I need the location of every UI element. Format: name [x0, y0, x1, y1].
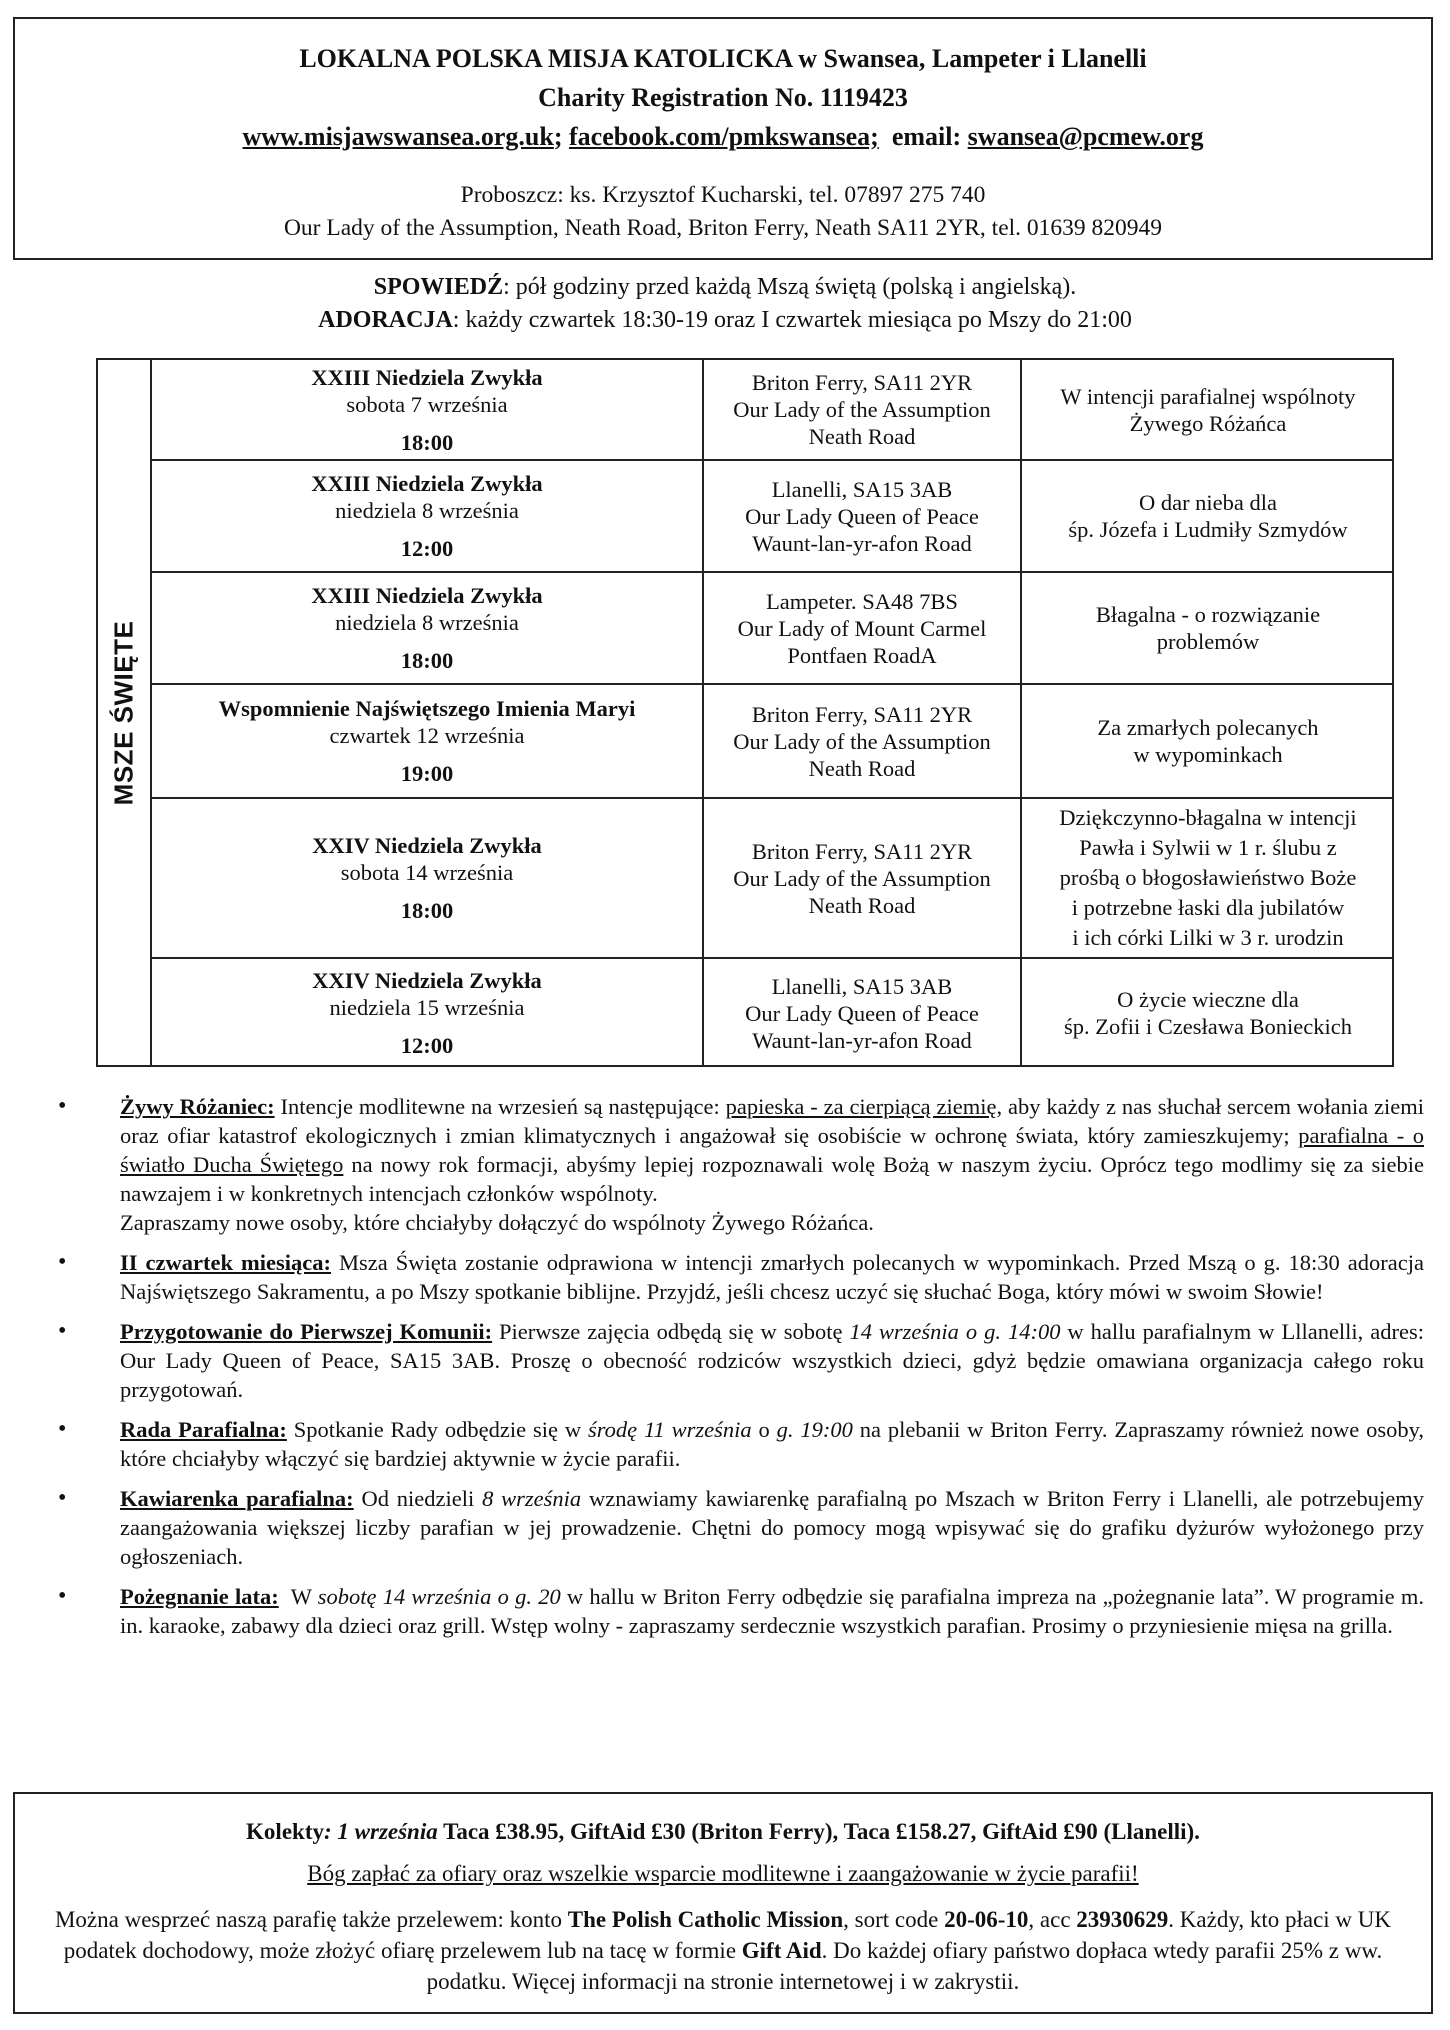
mass-day-cell — [152, 799, 704, 957]
announcement-text: na nowy rok formacji, abyśmy lepiej rozpoznawali wolę Bożą w naszym życiu. Oprócz tego modlimy się za siebie nawzajem i w konkretnych intencjach członków wspólnoty. — [120, 1152, 1424, 1206]
mass-title: XXIII Niedziela Zwykła — [311, 364, 543, 390]
announcement-text: , aby każdy z nas słuchał sercem wołania ziemi oraz ofiar katastrof ekologicznych i zmian klimatycznych i angażował się osobiście w ochronę świata, który zamieszkujemy; — [120, 1094, 1424, 1148]
confession-text: : pół godziny przed każdą Mszą świętą (polską i angielską). — [503, 274, 1077, 300]
intention-line: Pawła i Sylwii w 1 r. ślubu z — [1079, 835, 1337, 860]
donation-text: . Każdy, kto płaci w UK podatek dochodowy, może złożyć ofiarę przelewem lub na tacę w formie — [63, 1907, 1391, 1963]
donation-text: , sort code — [843, 1907, 945, 1932]
thanks-line: Bóg zapłać za ofiary oraz wszelkie wsparcie modlitewne i zaangażowanie w życie parafii! — [307, 1861, 1139, 1886]
facebook-link[interactable]: facebook.com/pmkswansea; — [569, 122, 879, 151]
place-line: Our Lady Queen of Peace — [745, 1000, 979, 1026]
place-line: Lampeter. SA48 7BS — [766, 588, 958, 614]
announcement-heading: II czwartek miesiąca: — [120, 1250, 331, 1275]
place-line: Briton Ferry, SA11 2YR — [751, 701, 973, 727]
charity-registration: Charity Registration No. 1119423 — [538, 83, 908, 112]
account-number: 23930629 — [1076, 1907, 1169, 1932]
mass-day-cell — [152, 959, 704, 1067]
intention-line: śp. Józefa i Ludmiły Szmydów — [1068, 517, 1348, 542]
announcement-text: Od niedzieli — [353, 1486, 483, 1511]
mass-schedule-table — [96, 358, 1394, 1067]
place-line: Waunt-lan-yr-afon Road — [752, 1027, 972, 1053]
announcement-text: w hallu w Briton Ferry odbędzie się parafialna impreza na „pożegnanie lata”. W programie m. in. karaoke, zabawy dla dzieci oraz grill. Wstęp wolny - zapraszamy serdecznie wszystkich parafian. Prosimy o przyniesienie mięsa na grilla. — [120, 1584, 1424, 1638]
place-line: Briton Ferry, SA11 2YR — [751, 370, 973, 395]
announcement-lato — [58, 1582, 1424, 1640]
announcement-text: wznawiamy kawiarenkę parafialną po Mszach w Briton Ferry i Llanelli, ale potrzebujemy zaangażowania większej liczby parafian w jej prowadzenie. Chętni do pomocy mogą wpisywać się do grafiku dyżurów wyłożonego przy ogłoszeniach. — [120, 1486, 1424, 1569]
intention-papal: papieska - za cierpiącą ziemię — [725, 1094, 997, 1119]
masses-side-column — [98, 360, 152, 1065]
mass-row — [152, 959, 1394, 1067]
announcement-rozaniec — [58, 1092, 1424, 1237]
place-line: Our Lady Queen of Peace — [745, 503, 979, 529]
bullet-marker: • — [58, 1249, 67, 1275]
announcement-heading: Żywy Różaniec: — [120, 1094, 275, 1119]
bullet-marker: • — [58, 1416, 67, 1442]
confession-label: SPOWIEDŹ — [373, 274, 504, 300]
intention-line: śp. Zofii i Czesława Bonieckich — [1063, 1014, 1353, 1039]
collections-label: Kolekty — [246, 1819, 324, 1844]
donation-text: Można wesprzeć naszą parafię także przelewem: konto — [54, 1907, 568, 1932]
bullet-marker: • — [58, 1318, 67, 1344]
adoration-text: : każdy czwartek 18:30-19 oraz I czwartek miesiąca po Mszy do 21:00 — [452, 307, 1132, 333]
mass-place-cell — [704, 799, 1022, 957]
mass-date: niedziela 8 września — [335, 610, 519, 635]
email-label: email: — [891, 122, 962, 151]
collections-date: : 1 września — [324, 1819, 438, 1844]
mission-title: LOKALNA POLSKA MISJA KATOLICKA w Swansea, Lampeter i Llanelli — [299, 44, 1147, 73]
bullet-marker: • — [58, 1093, 67, 1119]
announcement-text: Spotkanie Rady odbędzie się w — [286, 1417, 588, 1442]
mass-row — [152, 573, 1394, 685]
announcement-heading: Pożegnanie lata: — [120, 1584, 279, 1609]
intention-line: O życie wieczne dla — [1117, 987, 1299, 1012]
collections-line — [15, 1816, 1431, 1848]
mass-title: XXIV Niedziela Zwykła — [312, 833, 542, 858]
mass-date: niedziela 15 września — [329, 995, 525, 1020]
bullet-marker: • — [58, 1583, 67, 1609]
intention-line: Za zmarłych polecanych — [1097, 715, 1319, 740]
announcement-date: środę 11 września — [587, 1417, 752, 1442]
mass-time: 19:00 — [400, 761, 454, 786]
mass-intention-cell — [1022, 959, 1394, 1067]
masses-side-label: MSZE ŚWIĘTE — [108, 620, 139, 805]
place-line: Briton Ferry, SA11 2YR — [751, 838, 973, 864]
mass-time: 18:00 — [400, 648, 454, 673]
address-line: Our Lady of the Assumption, Neath Road, Briton Ferry, Neath SA11 2YR, tel. 01639 820949 — [283, 215, 1163, 241]
announcement-date: 8 września — [482, 1486, 582, 1511]
place-line: Waunt-lan-yr-afon Road — [752, 530, 972, 556]
intention-line: i ich córki Lilki w 3 r. urodzin — [1072, 925, 1344, 950]
mass-time: 12:00 — [400, 1033, 454, 1058]
mass-row — [152, 799, 1394, 959]
mass-place-cell — [704, 685, 1022, 797]
mass-place-cell — [704, 360, 1022, 459]
intention-line: W intencji parafialnej wspólnoty — [1060, 383, 1356, 409]
gift-aid-label: Gift Aid — [741, 1938, 822, 1963]
mass-title: Wspomnienie Najświętszego Imienia Maryi — [218, 696, 636, 721]
adoration-notice — [0, 303, 1450, 337]
mass-intention-cell — [1022, 799, 1394, 957]
announcement-text: Zapraszamy nowe osoby, które chciałyby dołączyć do wspólnoty Żywego Różańca. — [120, 1210, 874, 1235]
intention-line: Dziękczynno-błagalna w intencji — [1059, 805, 1357, 830]
announcement-text: w hallu parafialnym w Lllanelli, adres: Our Lady Queen of Peace, SA15 3AB. Proszę o obecność rodziców wszystkich dzieci, gdyż będzie omawiana organizacja całego roku przygotowań. — [120, 1319, 1424, 1402]
mass-date: czwartek 12 września — [329, 723, 525, 748]
confession-notice — [0, 270, 1450, 304]
announcement-date: 14 września o g. 14:00 — [849, 1319, 1061, 1344]
intention-line: Błagalna - o rozwiązanie — [1095, 602, 1321, 627]
mass-day-cell — [152, 573, 704, 683]
account-name: The Polish Catholic Mission — [567, 1907, 844, 1932]
footer-box — [13, 1792, 1433, 2014]
intention-line: prośbą o błogosławieństwo Boże — [1059, 865, 1357, 890]
place-line: Our Lady of the Assumption — [733, 397, 991, 422]
mass-date: sobota 7 września — [346, 391, 508, 417]
intention-line: Żywego Różańca — [1129, 410, 1287, 436]
place-line: Neath Road — [808, 755, 916, 781]
intention-line: w wypominkach — [1133, 742, 1283, 767]
place-line: Llanelli, SA15 3AB — [771, 476, 953, 502]
place-line: Our Lady of the Assumption — [733, 728, 991, 754]
collections-amounts: Taca £38.95, GiftAid £30 (Briton Ferry), Taca £158.27, GiftAid £90 (Llanelli). — [437, 1819, 1200, 1844]
place-line: Llanelli, SA15 3AB — [771, 973, 953, 999]
place-line: Neath Road — [808, 892, 916, 918]
intention-line: O dar nieba dla — [1138, 490, 1278, 515]
announcement-czwartek — [58, 1248, 1424, 1306]
mass-date: sobota 14 września — [340, 860, 514, 885]
announcement-komunia — [58, 1317, 1424, 1404]
intention-line: problemów — [1156, 629, 1260, 654]
mass-place-cell — [704, 573, 1022, 683]
donation-text: . Do każdej ofiary państwo dopłaca wtedy parafii 25% z ww. podatku. Więcej informacji na stronie internetowej i w zakrystii. — [426, 1938, 1383, 1994]
mass-time: 18:00 — [400, 898, 454, 923]
mass-place-cell — [704, 959, 1022, 1067]
mass-day-cell — [152, 685, 704, 797]
email-link[interactable]: swansea@pcmew.org — [967, 122, 1204, 151]
announcement-heading: Przygotowanie do Pierwszej Komunii: — [120, 1319, 493, 1344]
announcement-heading: Kawiarenka parafialna: — [120, 1486, 354, 1511]
mass-day-cell — [152, 360, 704, 459]
mass-time: 12:00 — [400, 536, 454, 561]
mass-row — [152, 685, 1394, 799]
place-line: Our Lady of the Assumption — [733, 865, 991, 891]
announcement-text: na plebanii w Briton Ferry. Zapraszamy również nowe osoby, które chciałyby włączyć się bardziej aktywnie w życie parafii. — [120, 1417, 1425, 1471]
mass-day-cell — [152, 461, 704, 571]
mass-intention-cell — [1022, 360, 1394, 459]
adoration-label: ADORACJA — [318, 307, 453, 333]
announcement-time: g. 19:00 — [776, 1417, 853, 1442]
mass-title: XXIV Niedziela Zwykła — [312, 968, 542, 993]
announcement-text: Pierwsze zajęcia odbędą się w sobotę — [492, 1319, 850, 1344]
mass-time: 18:00 — [400, 429, 454, 455]
announcement-text: Intencje modlitewne na wrzesień są następujące: — [274, 1094, 726, 1119]
announcement-text: Msza Święta zostanie odprawiona w intencji zmarłych polecanych w wypominkach. Przed Mszą o g. 18:30 adoracja Najświętszego Sakramentu, a po Mszy spotkanie biblijne. Przyjdź, jeśli chcesz uczyć się słuchać Boga, który mówi w swoim Słowie! — [120, 1250, 1424, 1304]
announcement-text: o — [751, 1417, 777, 1442]
donation-text: , acc — [1028, 1907, 1077, 1932]
pastor-line: Proboszcz: ks. Krzysztof Kucharski, tel. 07897 275 740 — [460, 182, 986, 208]
place-line: Pontfaen RoadA — [787, 642, 937, 668]
place-line: Neath Road — [808, 424, 916, 449]
mass-intention-cell — [1022, 573, 1394, 683]
mass-date: niedziela 8 września — [335, 498, 519, 523]
mass-intention-cell — [1022, 685, 1394, 797]
header-box — [13, 17, 1433, 260]
donation-info — [15, 1904, 1431, 1997]
intention-line: i potrzebne łaski dla jubilatów — [1071, 895, 1345, 920]
announcement-date: sobotę 14 września o g. 20 — [317, 1584, 561, 1609]
sort-code: 20-06-10 — [944, 1907, 1029, 1932]
mass-row — [152, 461, 1394, 573]
mass-title: XXIII Niedziela Zwykła — [311, 471, 543, 496]
announcement-heading: Rada Parafialna: — [120, 1417, 287, 1442]
mass-place-cell — [704, 461, 1022, 571]
mass-title: XXIII Niedziela Zwykła — [311, 583, 543, 608]
website-link[interactable]: www.misjawswansea.org.uk — [242, 122, 554, 151]
announcement-kawiarenka — [58, 1484, 1424, 1571]
mass-row — [152, 360, 1394, 461]
mass-intention-cell — [1022, 461, 1394, 571]
announcement-rada — [58, 1415, 1424, 1473]
intention-parish: parafialna - o światło Ducha Świętego — [120, 1123, 1424, 1177]
announcements-list — [58, 1092, 1424, 1651]
announcement-text: W — [278, 1584, 318, 1609]
place-line: Our Lady of Mount Carmel — [737, 615, 987, 641]
bullet-marker: • — [58, 1485, 67, 1511]
contact-links: www.misjawswansea.org.uk; facebook.com/pmkswansea; email: swansea@pcmew.org — [242, 122, 1204, 151]
